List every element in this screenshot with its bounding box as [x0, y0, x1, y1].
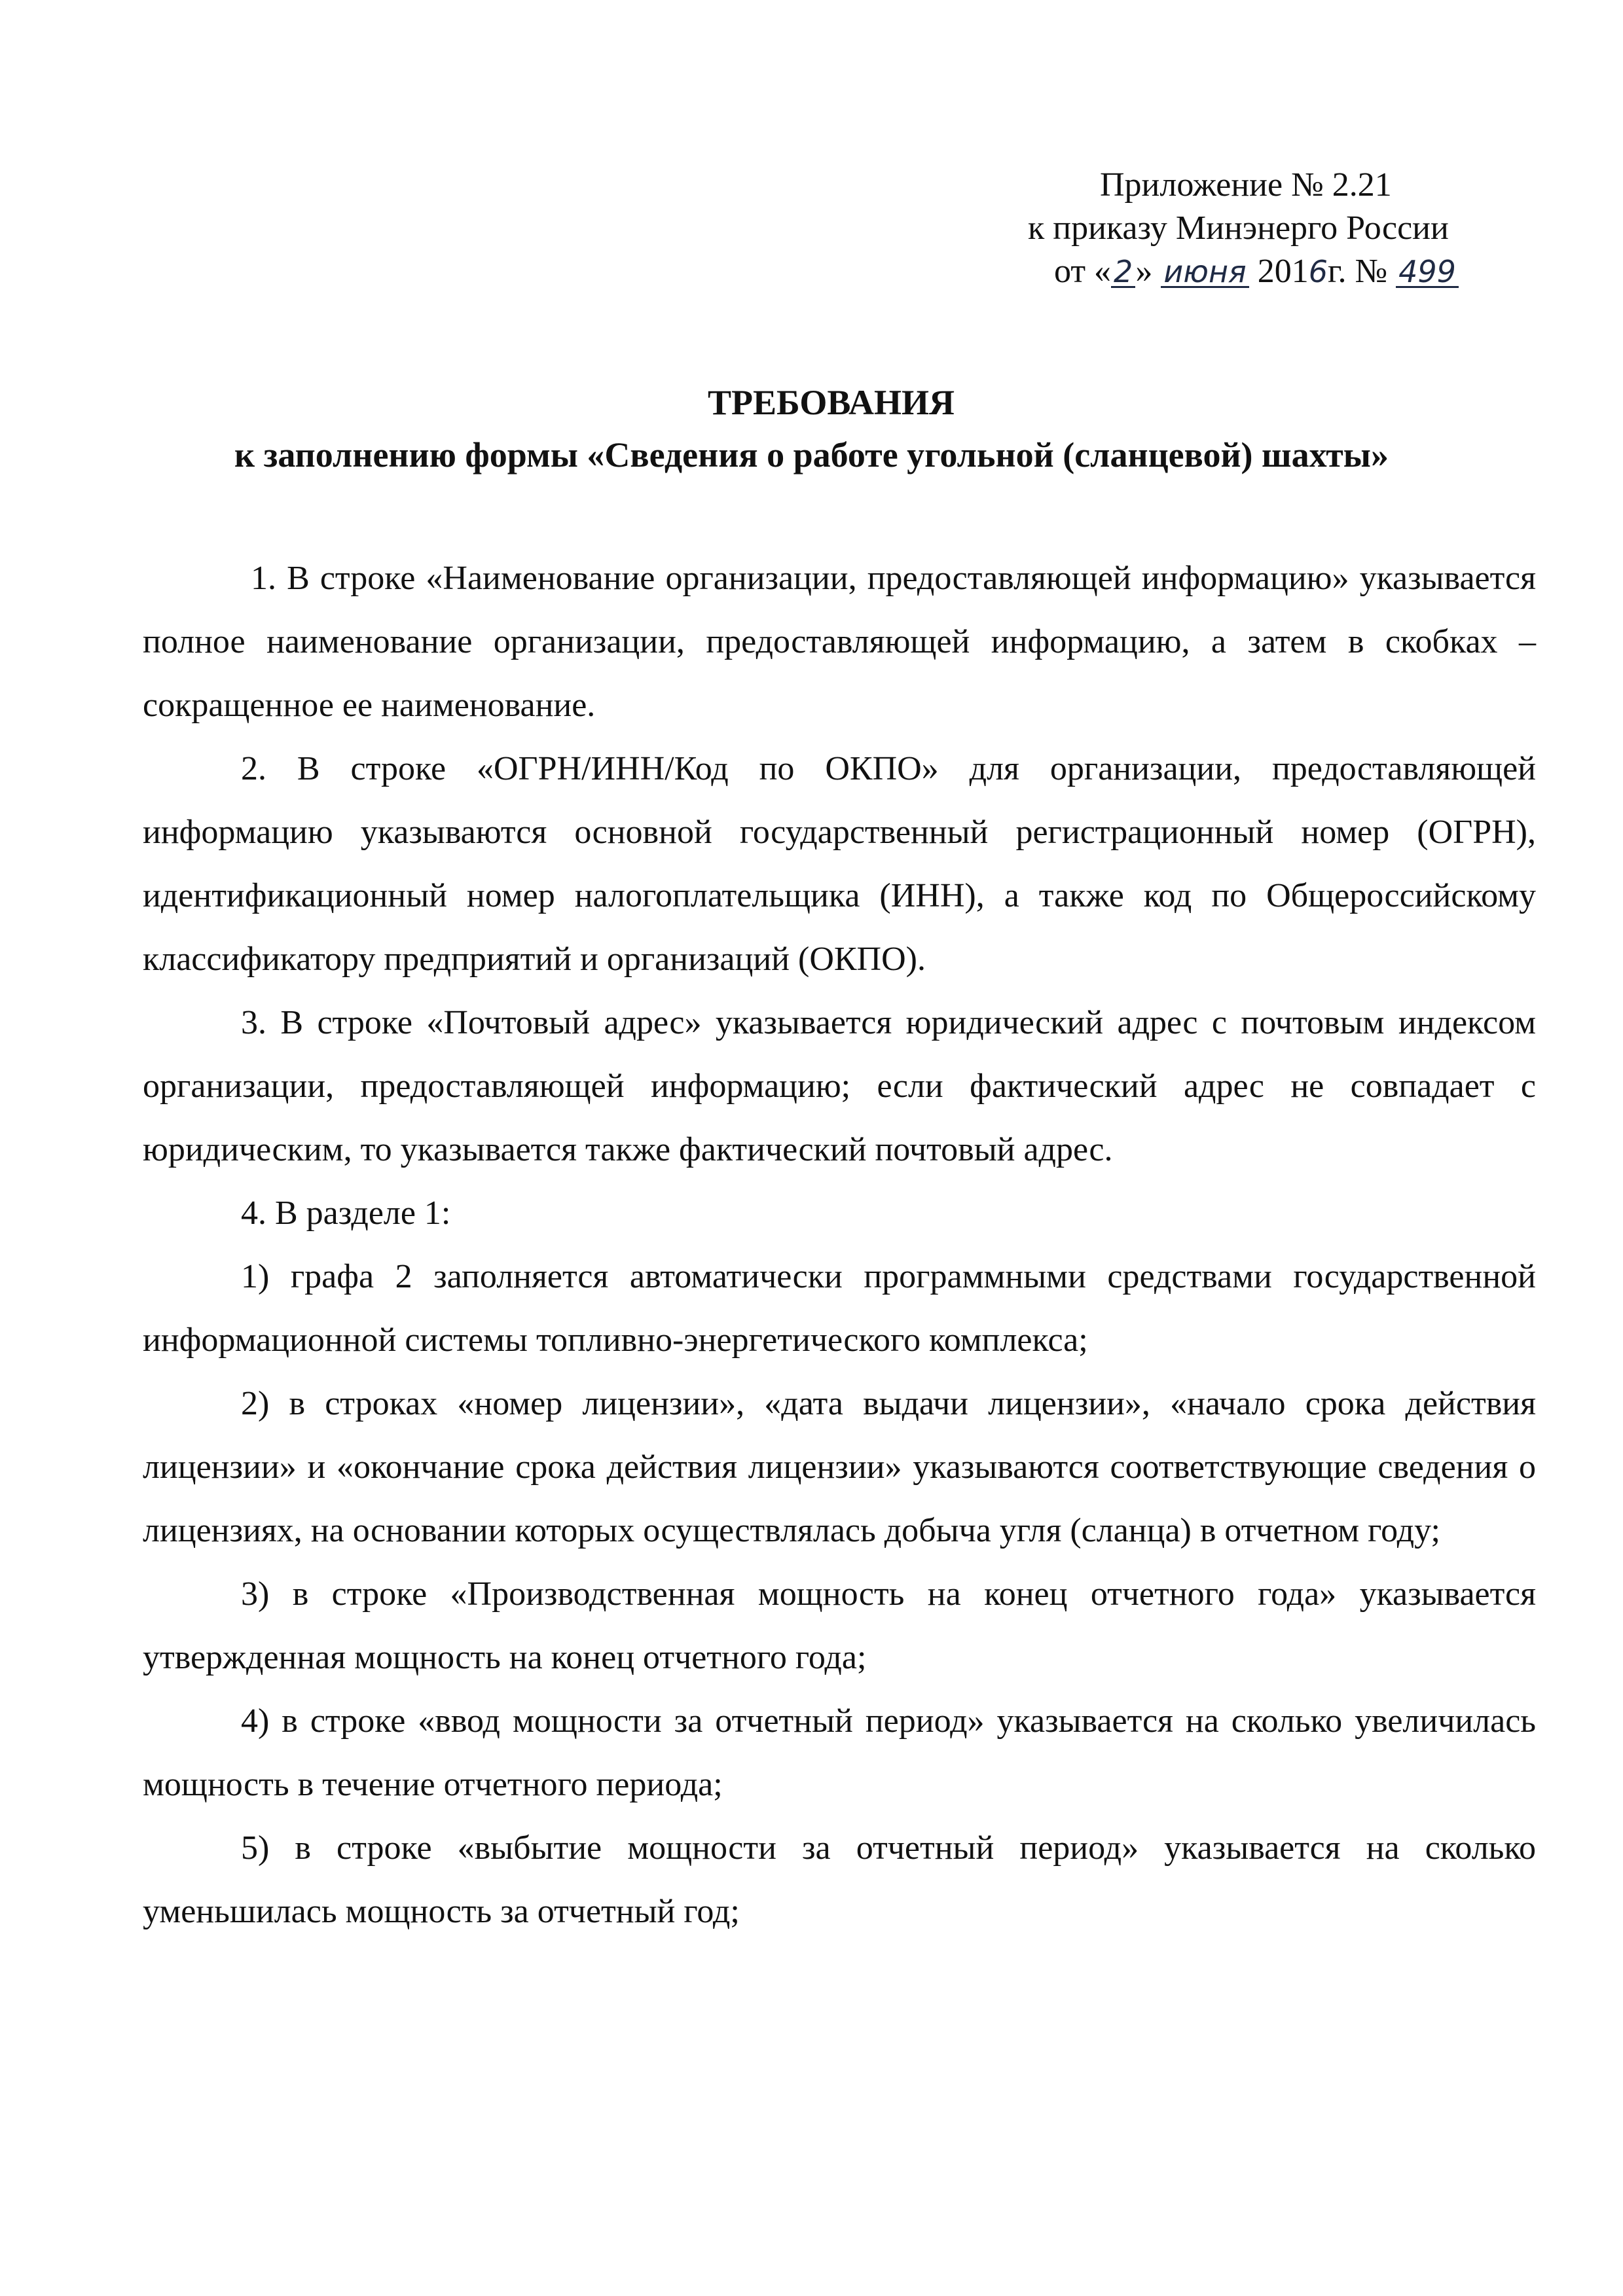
- paragraph-4: 4. В разделе 1:: [241, 1194, 451, 1232]
- subitem-4: 4) в строке «ввод мощности за отчетный период» указывается на сколько увеличилась мощность в течение отчетного периода;: [143, 1702, 1536, 1803]
- date-year-prefix: 201: [1257, 253, 1309, 290]
- order-number-label: г. №: [1327, 253, 1388, 290]
- subitem-5: 5) в строке «выбытие мощности за отчетный период» указывается на сколько уменьшилась мощность за отчетный год;: [143, 1829, 1536, 1930]
- subitem-1: 1) графа 2 заполняется автоматически программными средствами государственной информационной системы топливно-энергетического комплекса;: [143, 1258, 1536, 1359]
- paragraph-1: 1. В строке «Наименование организации, предоставляющей информацию» указывается полное наименование организации, предоставляющей информацию, а затем в скобках – сокращенное ее наименование.: [143, 560, 1536, 724]
- order-date-line: [1021, 250, 1545, 293]
- appendix-header: [1021, 164, 1545, 293]
- title-subheading: к заполнению формы «Сведения о работе угольной (сланцевой) шахты»: [234, 435, 1389, 475]
- handwritten-year-digit: 6: [1308, 254, 1328, 289]
- paragraph-2: 2. В строке «ОГРН/ИНН/Код по ОКПО» для организации, предоставляющей информацию указываются основной государственный регистрационный номер (ОГРН), идентификационный номер налогоплательщика (ИНН), а также код по Общероссийскому классификатору предприятий и организаций (ОКПО).: [143, 750, 1536, 978]
- subitem-2: 2) в строках «номер лицензии», «дата выдачи лицензии», «начало срока действия лицензии» и «окончание срока действия лицензии» указываются соответствующие сведения о лицензиях, на основании которых осуществлялась добыча угля (сланца) в отчетном году;: [143, 1385, 1536, 1549]
- order-reference: к приказу Минэнерго России: [1028, 209, 1449, 247]
- document-title: [0, 376, 1623, 481]
- document-body: [143, 547, 1536, 1943]
- handwritten-day: 2: [1111, 257, 1135, 288]
- handwritten-order-number: 499: [1396, 257, 1459, 288]
- title-heading: ТРЕБОВАНИЯ: [708, 383, 955, 422]
- appendix-number: Приложение № 2.21: [1100, 166, 1392, 204]
- handwritten-month: июня: [1161, 257, 1249, 288]
- date-prefix: от «: [1054, 253, 1112, 290]
- subitem-3: 3) в строке «Производственная мощность на конец отчетного года» указывается утвержденная мощность на конец отчетного года;: [143, 1575, 1536, 1676]
- paragraph-3: 3. В строке «Почтовый адрес» указывается юридический адрес с почтовым индексом организации, предоставляющей информацию; если фактический адрес не совпадает с юридическим, то указывается также фактический почтовый адрес.: [143, 1004, 1536, 1168]
- date-quote-close: »: [1135, 253, 1153, 290]
